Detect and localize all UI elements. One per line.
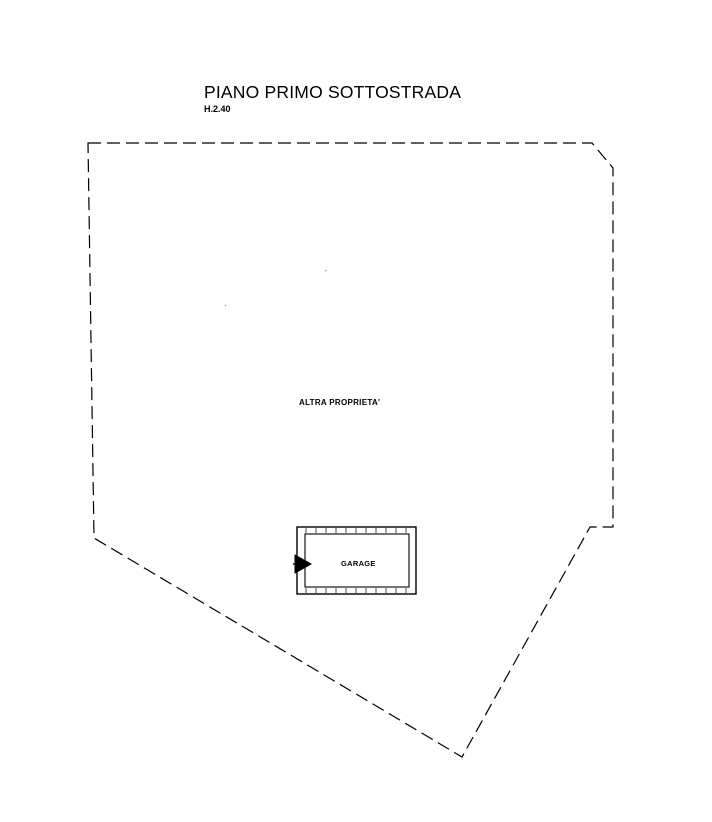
interior-tick-2 <box>325 270 326 271</box>
interior-tick-1 <box>225 305 226 306</box>
title-block <box>204 82 461 115</box>
label-garage: GARAGE <box>341 559 376 568</box>
property-boundary-outline <box>88 143 613 757</box>
ceiling-height-note: H.2.40 <box>204 104 231 114</box>
page-title: PIANO PRIMO SOTTOSTRADA <box>204 82 462 102</box>
label-other-property: ALTRA PROPRIETA' <box>299 398 381 407</box>
